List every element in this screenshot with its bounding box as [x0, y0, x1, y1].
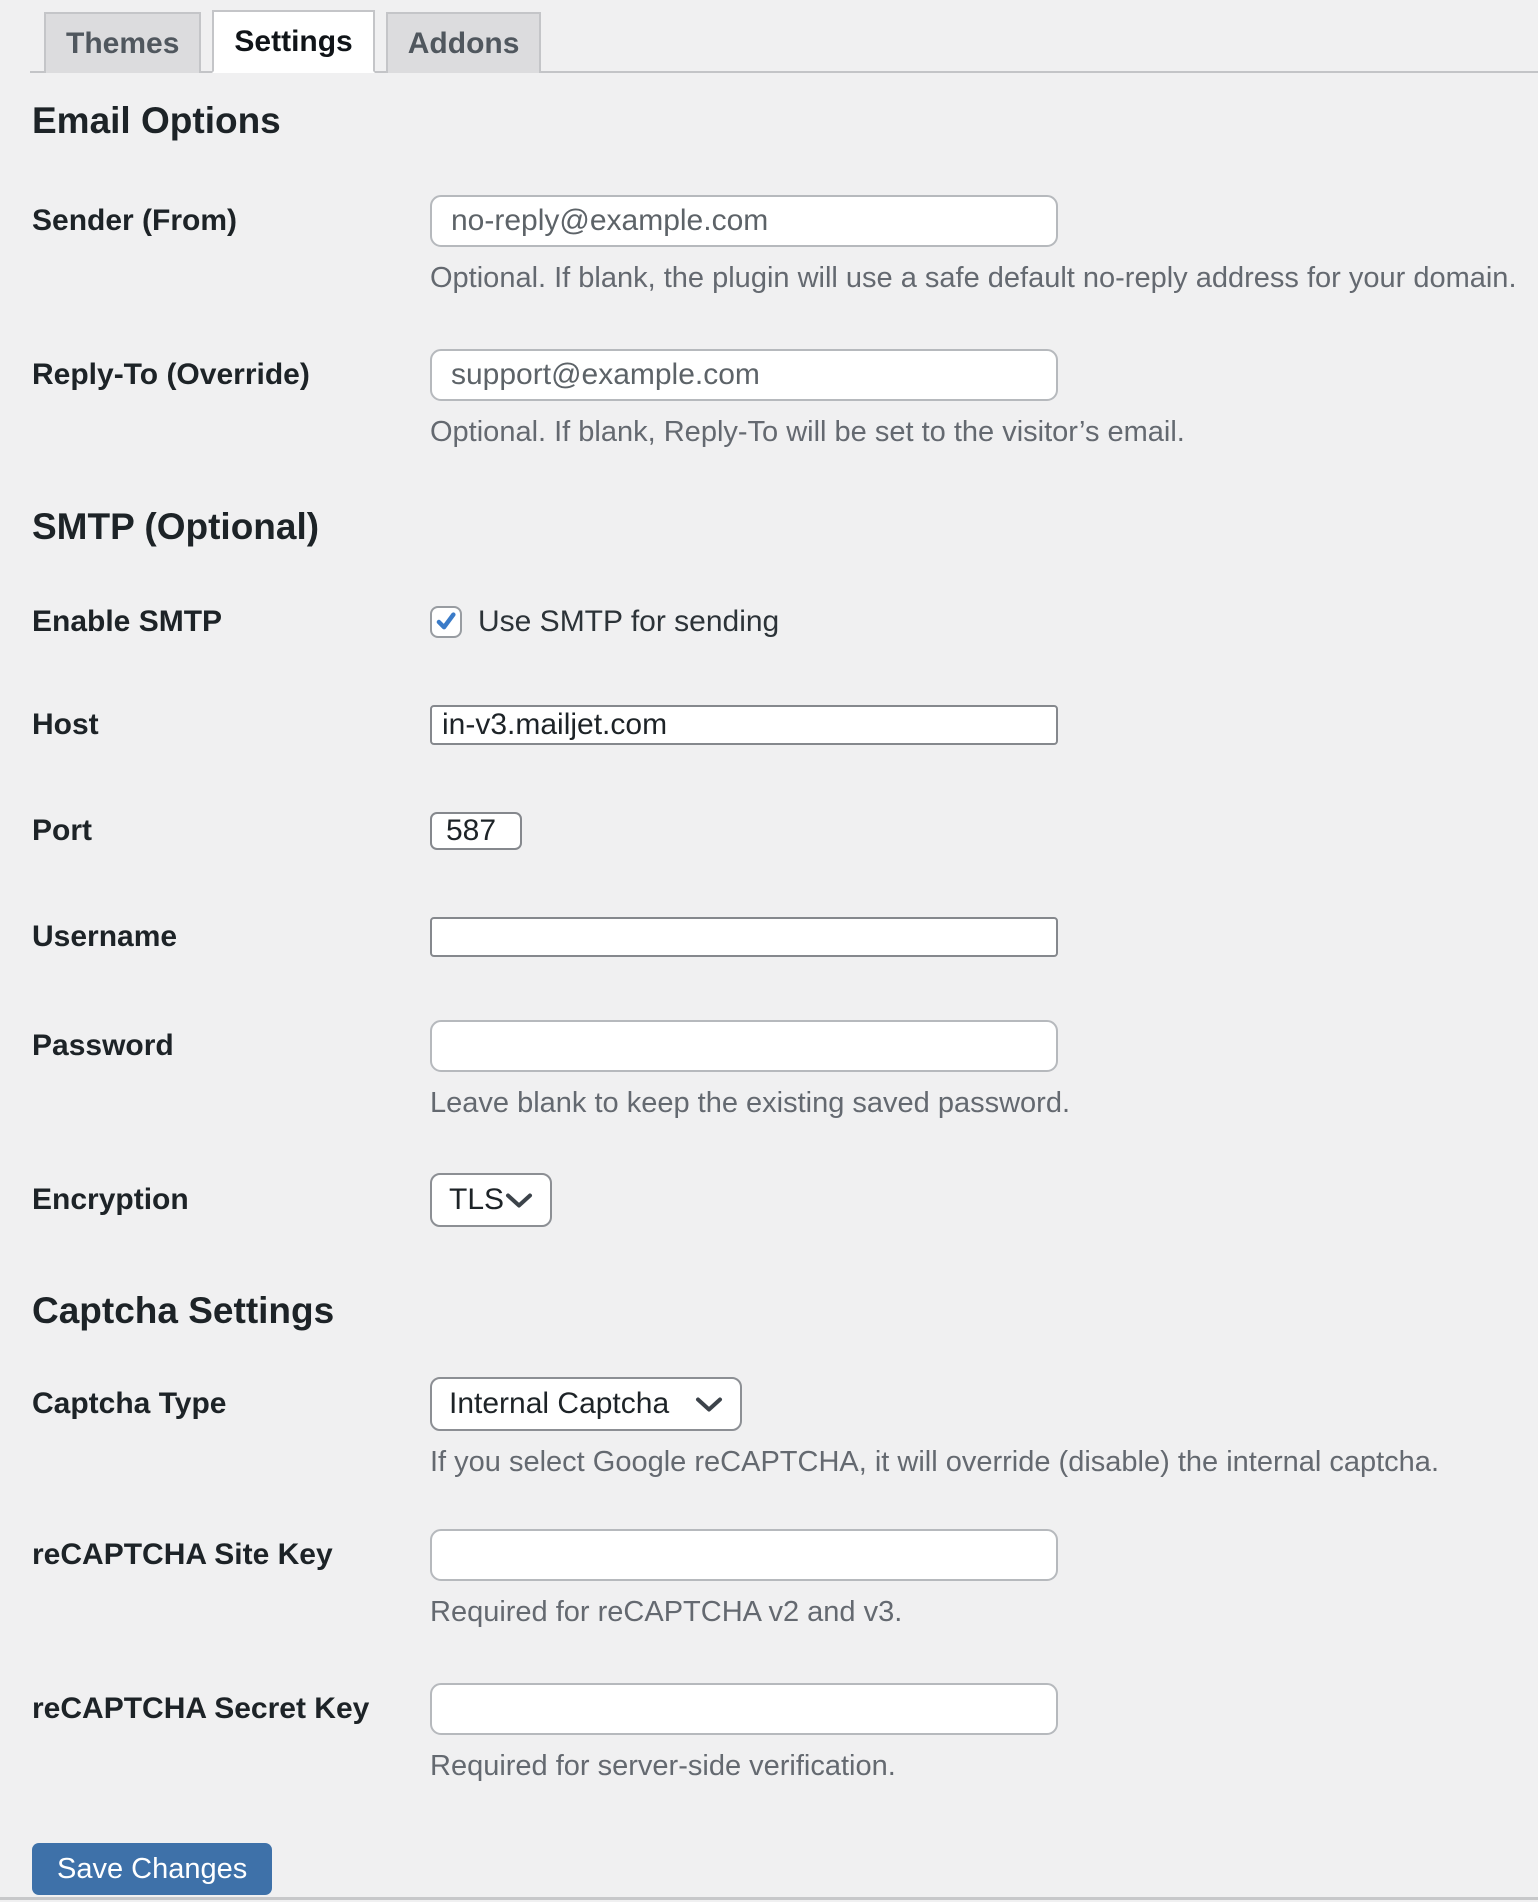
- tab-addons[interactable]: Addons: [386, 12, 542, 73]
- recaptcha-secret-key-row: [32, 1683, 1538, 1783]
- captcha-type-description: If you select Google reCAPTCHA, it will override (disable) the internal captcha.: [430, 1446, 1439, 1478]
- captcha-type-select-value: Internal Captcha: [449, 1387, 670, 1420]
- password-label: Password: [32, 1029, 174, 1062]
- tab-bar: [30, 10, 1538, 73]
- sender-label: Sender (From): [32, 204, 238, 237]
- password-input[interactable]: [430, 1020, 1058, 1072]
- chevron-down-icon: [505, 1192, 533, 1209]
- enable-smtp-checkbox-label: Use SMTP for sending: [478, 605, 780, 638]
- chevron-down-icon: [695, 1396, 723, 1413]
- reply-to-description: Optional. If blank, Reply-To will be set to the visitor’s email.: [430, 416, 1185, 448]
- encryption-select[interactable]: [430, 1173, 552, 1227]
- captcha-settings-heading: Captcha Settings: [32, 1290, 335, 1331]
- password-description: Leave blank to keep the existing saved password.: [430, 1087, 1071, 1119]
- recaptcha-site-key-row: [32, 1529, 1538, 1629]
- reply-to-row: [32, 349, 1538, 449]
- captcha-type-select[interactable]: [430, 1377, 742, 1431]
- encryption-label: Encryption: [32, 1183, 189, 1216]
- recaptcha-site-key-label: reCAPTCHA Site Key: [32, 1538, 333, 1571]
- host-row: [32, 705, 1538, 745]
- username-input[interactable]: [430, 917, 1058, 957]
- reply-to-input[interactable]: [430, 349, 1058, 401]
- username-row: [32, 917, 1538, 957]
- enable-smtp-label: Enable SMTP: [32, 605, 223, 638]
- reply-to-label: Reply-To (Override): [32, 358, 310, 391]
- enable-smtp-row: [32, 605, 1538, 639]
- port-label: Port: [32, 814, 92, 847]
- encryption-select-value: TLS: [449, 1183, 505, 1216]
- host-input[interactable]: [430, 705, 1058, 745]
- tab-themes[interactable]: Themes: [44, 12, 201, 73]
- email-options-heading: Email Options: [32, 100, 281, 141]
- checkmark-icon: [435, 611, 457, 633]
- captcha-type-label: Captcha Type: [32, 1387, 227, 1420]
- captcha-type-row: [32, 1377, 1538, 1479]
- recaptcha-secret-key-label: reCAPTCHA Secret Key: [32, 1692, 370, 1725]
- sender-description: Optional. If blank, the plugin will use a safe default no-reply address for your domain.: [430, 262, 1517, 294]
- window-bottom-edge: [0, 1897, 1538, 1900]
- tab-settings[interactable]: Settings: [212, 10, 374, 73]
- port-row: [32, 812, 1538, 850]
- smtp-heading: SMTP (Optional): [32, 506, 320, 547]
- sender-input[interactable]: [430, 195, 1058, 247]
- recaptcha-secret-key-input[interactable]: [430, 1683, 1058, 1735]
- port-input[interactable]: [430, 812, 522, 850]
- recaptcha-site-key-input[interactable]: [430, 1529, 1058, 1581]
- host-label: Host: [32, 708, 99, 741]
- encryption-row: [32, 1173, 1538, 1227]
- password-row: [32, 1020, 1538, 1120]
- recaptcha-site-key-description: Required for reCAPTCHA v2 and v3.: [430, 1596, 903, 1628]
- save-changes-button[interactable]: Save Changes: [32, 1843, 272, 1895]
- username-label: Username: [32, 920, 178, 953]
- sender-row: [32, 195, 1538, 295]
- enable-smtp-checkbox[interactable]: [430, 606, 462, 638]
- recaptcha-secret-key-description: Required for server-side verification.: [430, 1750, 896, 1782]
